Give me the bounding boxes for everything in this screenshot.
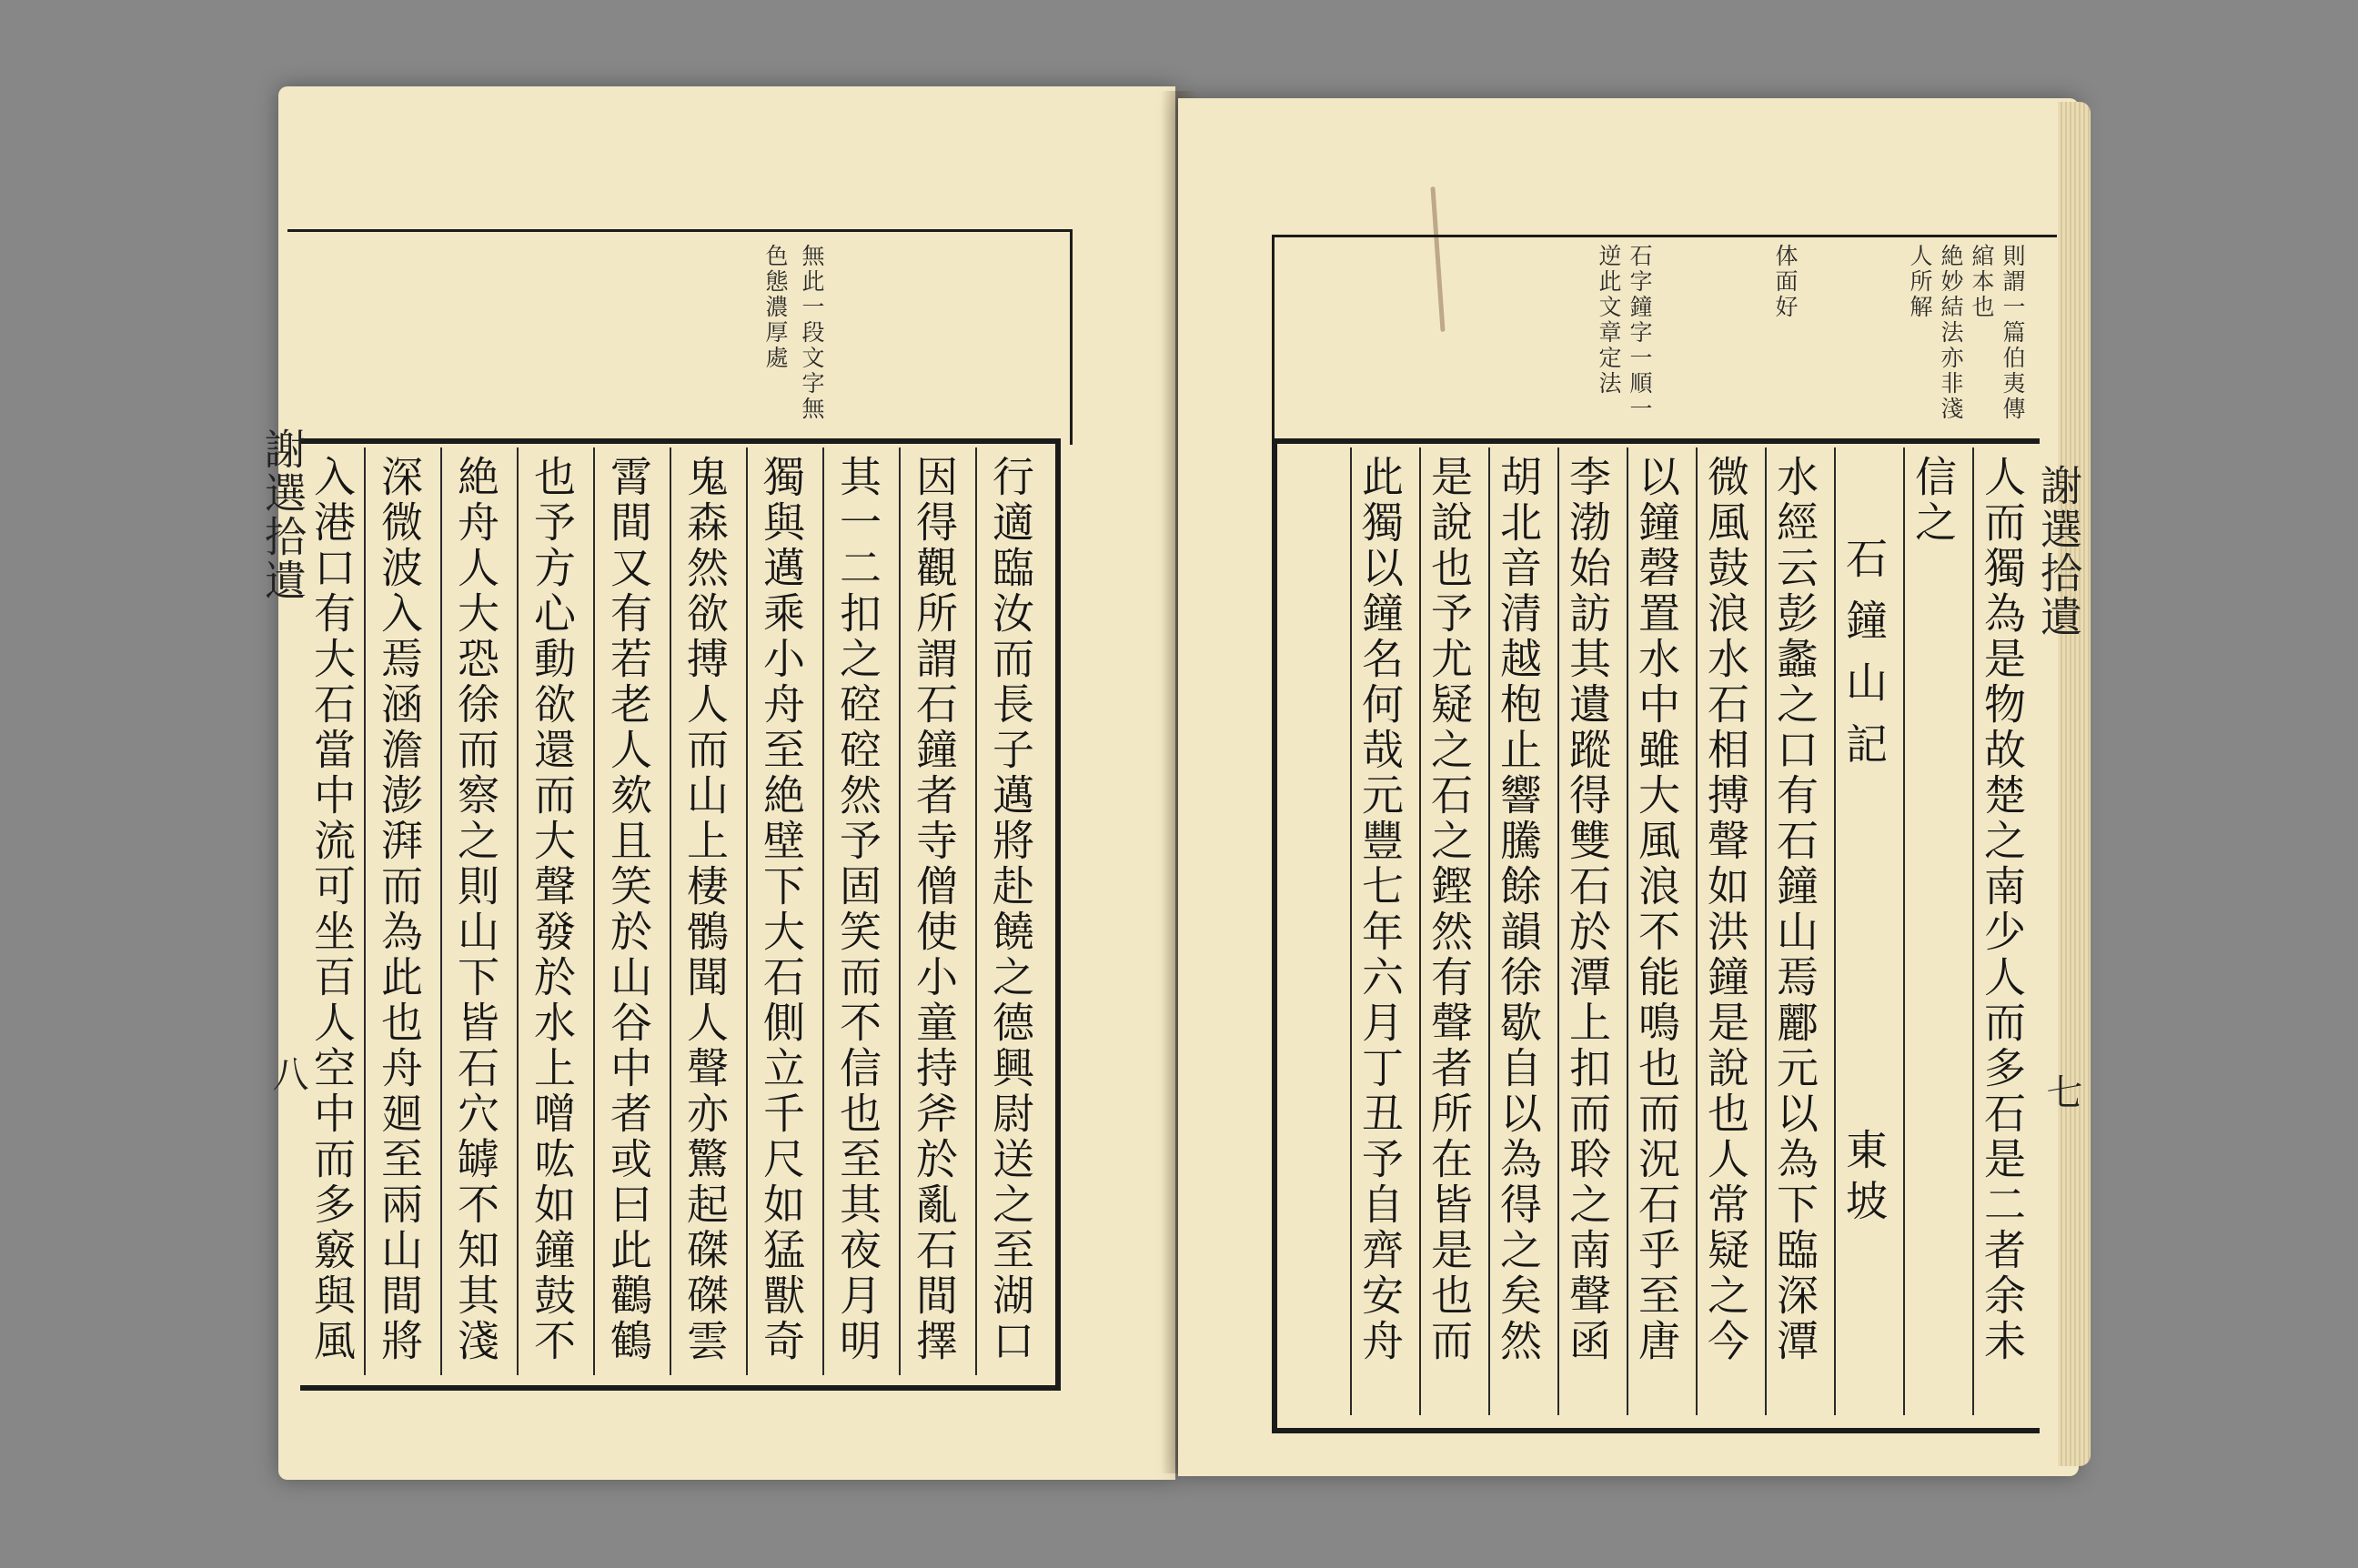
column-rule [1488, 447, 1490, 1415]
text-column: 行適臨汝而長子邁將赴饒之德興尉送之至湖口 [986, 455, 1035, 1364]
column-rule [1765, 447, 1767, 1415]
column-rule [899, 447, 901, 1375]
column-rule [593, 447, 595, 1375]
column-rule [975, 447, 977, 1375]
text-column: 以鐘磬置水中雖大風浪不能鳴也而況石乎至唐 [1632, 455, 1681, 1364]
text-column: 微風鼓浪水石相搏聲如洪鐘是說也人常疑之今 [1701, 455, 1750, 1364]
right-head-note: 人所解 [1907, 244, 1933, 320]
column-rule [822, 447, 824, 1375]
column-rule [1696, 447, 1698, 1415]
column-rule [670, 447, 671, 1375]
right-head-note: 逆此文章定法 [1596, 244, 1622, 397]
column-rule [1627, 447, 1628, 1415]
column-rule [1350, 447, 1352, 1415]
margin-book-title: 謝選拾遺 [258, 427, 307, 602]
text-column: 是說也予尤疑之石之鏗然有聲者所在皆是也而 [1425, 455, 1474, 1364]
left-head-note: 無此一段文字無 [799, 244, 825, 422]
text-column: 人而獨為是物故楚之南少人而多石是二者余未 [1978, 455, 2027, 1364]
text-column: 霄間又有若老人欬且笑於山谷中者或曰此鸛鶴 [604, 455, 653, 1364]
column-rule [1834, 447, 1836, 1415]
page-edges [2058, 102, 2091, 1466]
column-rule [364, 447, 366, 1375]
column-rule [746, 447, 748, 1375]
author-name: 東坡 [1839, 1128, 1889, 1230]
text-column: 此獨以鐘名何哉元豐七年六月丁丑予自齊安舟 [1355, 455, 1405, 1364]
text-column: 信之 [1909, 455, 1958, 546]
column-rule [1972, 447, 1974, 1415]
left-head-notes-frame [287, 229, 1073, 445]
text-column: 水經云彭蠡之口有石鐘山焉酈元以為下臨深潭 [1770, 455, 1819, 1364]
column-rule [1903, 447, 1905, 1415]
right-head-note: 体面好 [1772, 244, 1799, 320]
column-rule [517, 447, 519, 1375]
text-column: 其一二扣之硿硿然予固笑而不信也至其夜月明 [833, 455, 882, 1364]
column-rule [440, 447, 442, 1375]
text-column: 鬼森然欲搏人而山上棲鶻聞人聲亦驚起磔磔雲 [680, 455, 730, 1364]
column-rule [1419, 447, 1421, 1415]
right-head-note: 則謂一篇伯夷傳 [2000, 244, 2026, 422]
margin-book-title: 謝選拾遺 [2034, 464, 2083, 638]
text-column: 李渤始訪其遺蹤得雙石於潭上扣而聆之南聲函 [1563, 455, 1612, 1364]
left-head-note: 色態濃厚處 [762, 244, 789, 371]
right-head-note: 絶妙結法亦非淺 [1938, 244, 1964, 422]
page-number: 八 [267, 1055, 308, 1091]
column-rule [1557, 447, 1559, 1415]
text-column: 因得觀所謂石鐘者寺僧使小童持斧於亂石間擇 [910, 455, 959, 1364]
text-column: 絶舟人大恐徐而察之則山下皆石穴罅不知其淺 [451, 455, 500, 1364]
text-column: 胡北音清越枹止響騰餘韻徐歇自以為得之矣然 [1494, 455, 1543, 1364]
text-column: 也予方心動欲還而大聲發於水上噌吰如鐘鼓不 [528, 455, 577, 1364]
text-column: 獨與邁乘小舟至絶壁下大石側立千尺如猛獸奇 [757, 455, 806, 1364]
right-head-note: 綰本也 [1969, 244, 1995, 320]
page-number: 七 [2041, 1073, 2082, 1110]
text-column: 入港口有大石當中流可坐百人空中而多竅與風 [307, 455, 357, 1364]
text-column: 深微波入焉涵澹澎湃而為此也舟廻至兩山間將 [375, 455, 424, 1364]
section-title: 石鐘山記 [1839, 537, 1889, 784]
right-head-note: 石字鐘字一順一 [1627, 244, 1653, 422]
